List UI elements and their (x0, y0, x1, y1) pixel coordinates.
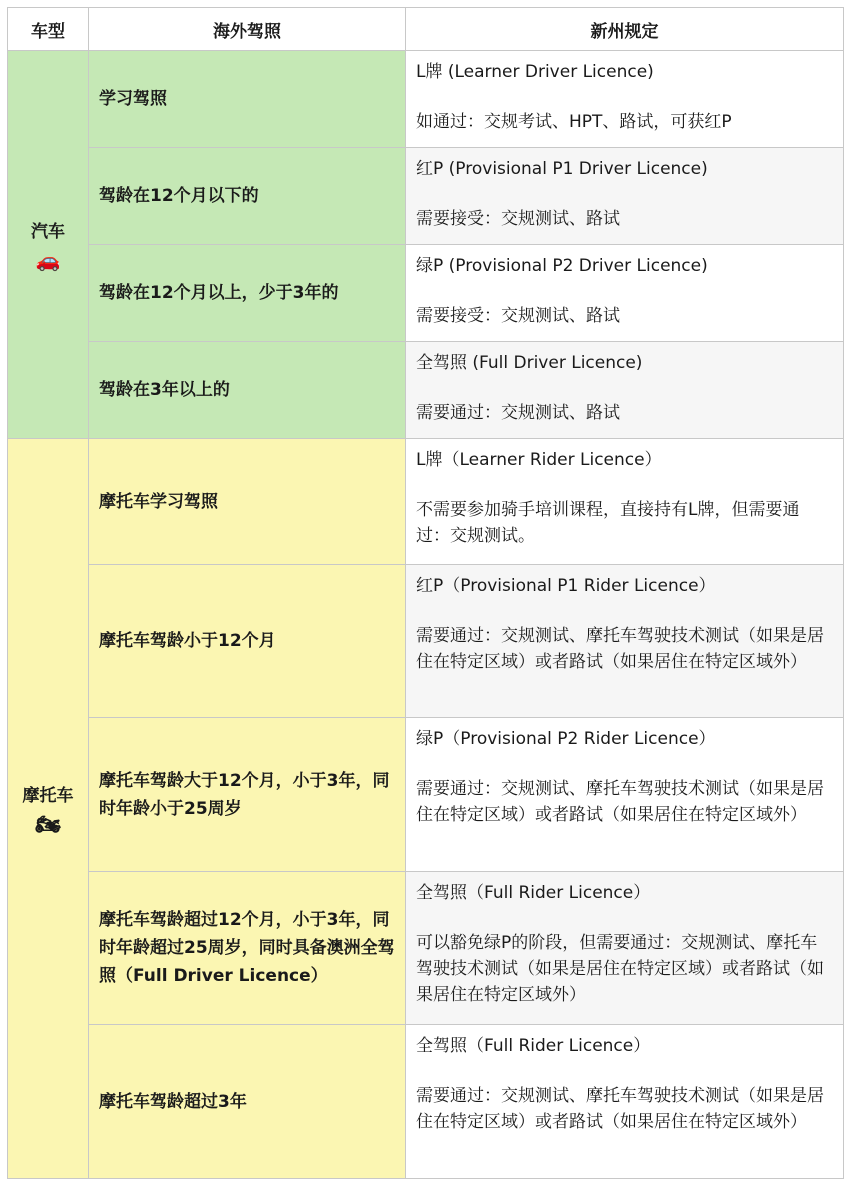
table-row (8, 439, 844, 565)
overseas-licence-cell: 驾龄在3年以上的 (89, 342, 406, 439)
overseas-licence-cell: 摩托车驾龄超过12个月，小于3年，同时年龄超过25周岁，同时具备澳洲全驾照（Full Driver Licence） (89, 872, 406, 1025)
vehicle-type-motorcycle (8, 439, 89, 1179)
header-row (8, 8, 844, 51)
rule-title: 绿P（Provisional P2 Rider Licence） (416, 729, 716, 749)
rule-title: 全驾照（Full Rider Licence） (416, 883, 651, 903)
rule-title: 绿P (Provisional P2 Driver Licence) (416, 256, 708, 276)
table-row (8, 1025, 844, 1179)
rule-title: L牌 (Learner Driver Licence) (416, 62, 654, 82)
rule-cell (406, 245, 844, 342)
rule-cell (406, 872, 844, 1025)
overseas-licence-cell: 摩托车驾龄大于12个月，小于3年，同时年龄小于25周岁 (89, 718, 406, 872)
rule-body: 需要通过：交规测试、摩托车驾驶技术测试（如果是居住在特定区域）或者路试（如果居住在特定区域外） (416, 1086, 824, 1132)
rule-title: 红P（Provisional P1 Rider Licence） (416, 576, 716, 596)
overseas-licence-cell: 摩托车学习驾照 (89, 439, 406, 565)
table-row (8, 872, 844, 1025)
overseas-licence-cell: 摩托车驾龄小于12个月 (89, 565, 406, 718)
rule-cell (406, 439, 844, 565)
overseas-licence-cell: 学习驾照 (89, 51, 406, 148)
rule-cell (406, 565, 844, 718)
rule-body: 如通过：交规考试、HPT、路试，可获红P (416, 112, 732, 132)
vehicle-type-label: 汽车 (31, 222, 65, 242)
overseas-licence-cell: 驾龄在12个月以下的 (89, 148, 406, 245)
rule-cell (406, 1025, 844, 1179)
table-row (8, 718, 844, 872)
licence-table (7, 7, 844, 1179)
rule-cell (406, 148, 844, 245)
rule-title: L牌（Learner Rider Licence） (416, 450, 662, 470)
rule-body: 需要接受：交规测试、路试 (416, 209, 620, 229)
motorcycle-icon: 🏍 (35, 812, 61, 836)
table-row (8, 51, 844, 148)
vehicle-type-car (8, 51, 89, 439)
rule-body: 需要通过：交规测试、摩托车驾驶技术测试（如果是居住在特定区域）或者路试（如果居住在特定区域外） (416, 779, 824, 825)
rule-title: 全驾照（Full Rider Licence） (416, 1036, 651, 1056)
vehicle-type-label: 摩托车 (22, 786, 74, 806)
table-row (8, 565, 844, 718)
rule-body: 不需要参加骑手培训课程，直接持有L牌，但需要通过：交规测试。 (416, 500, 800, 546)
rule-body: 需要通过：交规测试、路试 (416, 403, 620, 423)
rule-title: 全驾照 (Full Driver Licence) (416, 353, 643, 373)
rule-body: 需要接受：交规测试、路试 (416, 306, 620, 326)
rule-cell (406, 718, 844, 872)
car-icon: 🚗 (35, 248, 61, 272)
table-row (8, 148, 844, 245)
rule-cell (406, 342, 844, 439)
table-row (8, 342, 844, 439)
rule-title: 红P (Provisional P1 Driver Licence) (416, 159, 708, 179)
header-overseas-licence: 海外驾照 (89, 8, 406, 51)
rule-body: 可以豁免绿P的阶段，但需要通过：交规测试、摩托车驾驶技术测试（如果是居住在特定区域）或者路试（如果居住在特定区域外） (416, 933, 824, 1005)
rule-body: 需要通过：交规测试、摩托车驾驶技术测试（如果是居住在特定区域）或者路试（如果居住在特定区域外） (416, 626, 824, 672)
rule-cell (406, 51, 844, 148)
overseas-licence-cell: 驾龄在12个月以上，少于3年的 (89, 245, 406, 342)
overseas-licence-cell: 摩托车驾龄超过3年 (89, 1025, 406, 1179)
header-nsw-rules: 新州规定 (406, 8, 844, 51)
header-vehicle-type: 车型 (8, 8, 89, 51)
table-row (8, 245, 844, 342)
